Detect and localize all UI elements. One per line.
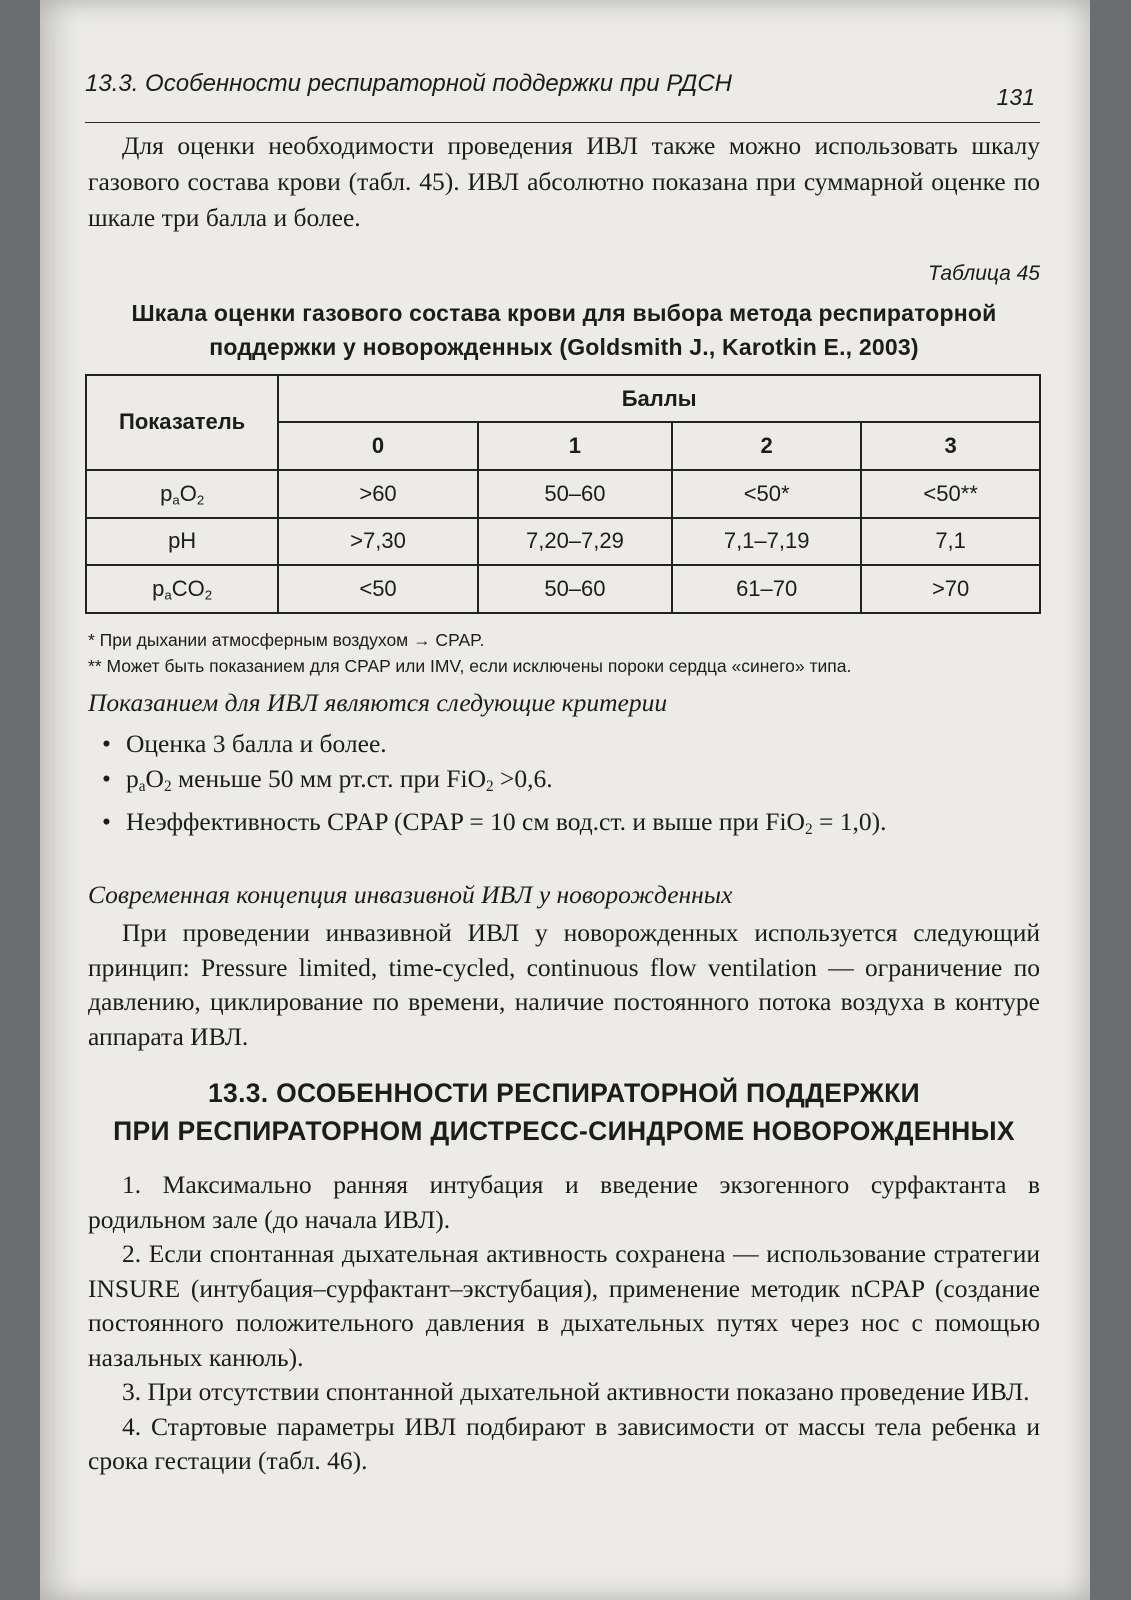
table-footnote: * При дыхании атмосферным воздухом → CPAP. <box>88 630 485 650</box>
value-cell: 61–70 <box>672 565 861 613</box>
section-title-line: ПРИ РЕСПИРАТОРНОМ ДИСТРЕСС-СИНДРОМЕ НОВОРОЖДЕННЫХ <box>113 1116 1015 1146</box>
param-cell: pH <box>86 518 278 565</box>
score-col-0: 0 <box>278 422 478 469</box>
numbered-paragraph: 4. Стартовые параметры ИВЛ подбирают в зависимости от массы тела ребенка и срока гестации (табл. 46). <box>88 1411 1040 1475</box>
table-row <box>86 565 1040 613</box>
page-number: 131 <box>996 84 1035 110</box>
book-page <box>40 0 1090 1600</box>
list-item: • $p_aO_2$ меньше 50 мм рт.ст. при FiO$_2$ >0,6. <box>88 761 1040 804</box>
page-header <box>85 58 1040 123</box>
numbered-paragraph: 3. При отсутствии спонтанной дыхательной активности показано проведение ИВЛ. <box>122 1377 1030 1406</box>
table-row <box>86 518 1040 565</box>
header-scores: Баллы <box>278 375 1040 422</box>
value-cell: <50 <box>278 565 478 613</box>
param-cell: $p_aO_2$ <box>86 470 278 518</box>
table-number: Таблица 45 <box>927 262 1040 285</box>
blood-gas-scale-table <box>85 374 1041 614</box>
running-title: 13.3. Особенности респираторной поддержки при РДСН <box>85 70 732 97</box>
param-cell: $p_aCO_2$ <box>86 565 278 613</box>
table-header-row <box>86 375 1040 422</box>
numbered-paragraph: 2. Если спонтанная дыхательная активность сохранена — использование стратегии INSURE (интубация–сурфактант–экстубация), применение методик nCPAP (создание постоянного положительного давления в дыхательных путях через нос с помощью назальных канюль). <box>88 1239 1040 1372</box>
value-cell: >60 <box>278 470 478 518</box>
criteria-heading: Показанием для ИВЛ являются следующие критерии <box>88 688 668 717</box>
intro-paragraph: Для оценки необходимости проведения ИВЛ также можно использовать шкалу газового состава крови (табл. 45). ИВЛ абсолютно показана при суммарной оценке по шкале три балла и более. <box>88 131 1040 232</box>
list-item: • Неэффективность CPAP (CPAP = 10 см вод.ст. и выше при FiO$_2$ = 1,0). <box>88 804 1040 847</box>
value-cell: 50–60 <box>478 565 672 613</box>
concept-paragraph: При проведении инвазивной ИВЛ у новорожденных используется следующий принцип: Pressure limited, time-cycled, continuous flow ventilation — ограничение по давлению, циклирование по времени, наличие постоянного потока воздуха в контуре аппарата ИВЛ. <box>88 918 1040 1051</box>
value-cell: 7,1–7,19 <box>672 518 861 565</box>
numbered-paragraph: 1. Максимально ранняя интубация и введение экзогенного сурфактанта в родильном зале (до начала ИВЛ). <box>88 1170 1040 1234</box>
concept-heading: Современная концепция инвазивной ИВЛ у новорожденных <box>88 880 733 909</box>
score-col-3: 3 <box>861 422 1040 469</box>
criteria-list <box>88 726 1040 847</box>
value-cell: <50** <box>861 470 1040 518</box>
value-cell: 50–60 <box>478 470 672 518</box>
list-item: • Оценка 3 балла и более. <box>88 726 1040 761</box>
score-col-1: 1 <box>478 422 672 469</box>
table-footnote: ** Может быть показанием для CPAP или IMV, если исключены пороки сердца «синего» типа. <box>88 656 852 676</box>
value-cell: >7,30 <box>278 518 478 565</box>
score-col-2: 2 <box>672 422 861 469</box>
value-cell: <50* <box>672 470 861 518</box>
section-title <box>88 1074 1040 1150</box>
header-param: Показатель <box>86 375 278 470</box>
table-row <box>86 470 1040 518</box>
table-title: Шкала оценки газового состава крови для выбора метода респираторной поддержки у новорожденных (Goldsmith J., Karotkin E., 2003) <box>131 300 997 360</box>
section-items <box>88 1168 1040 1479</box>
section-title-line: 13.3. ОСОБЕННОСТИ РЕСПИРАТОРНОЙ ПОДДЕРЖКИ <box>208 1078 920 1108</box>
value-cell: >70 <box>861 565 1040 613</box>
value-cell: 7,20–7,29 <box>478 518 672 565</box>
value-cell: 7,1 <box>861 518 1040 565</box>
